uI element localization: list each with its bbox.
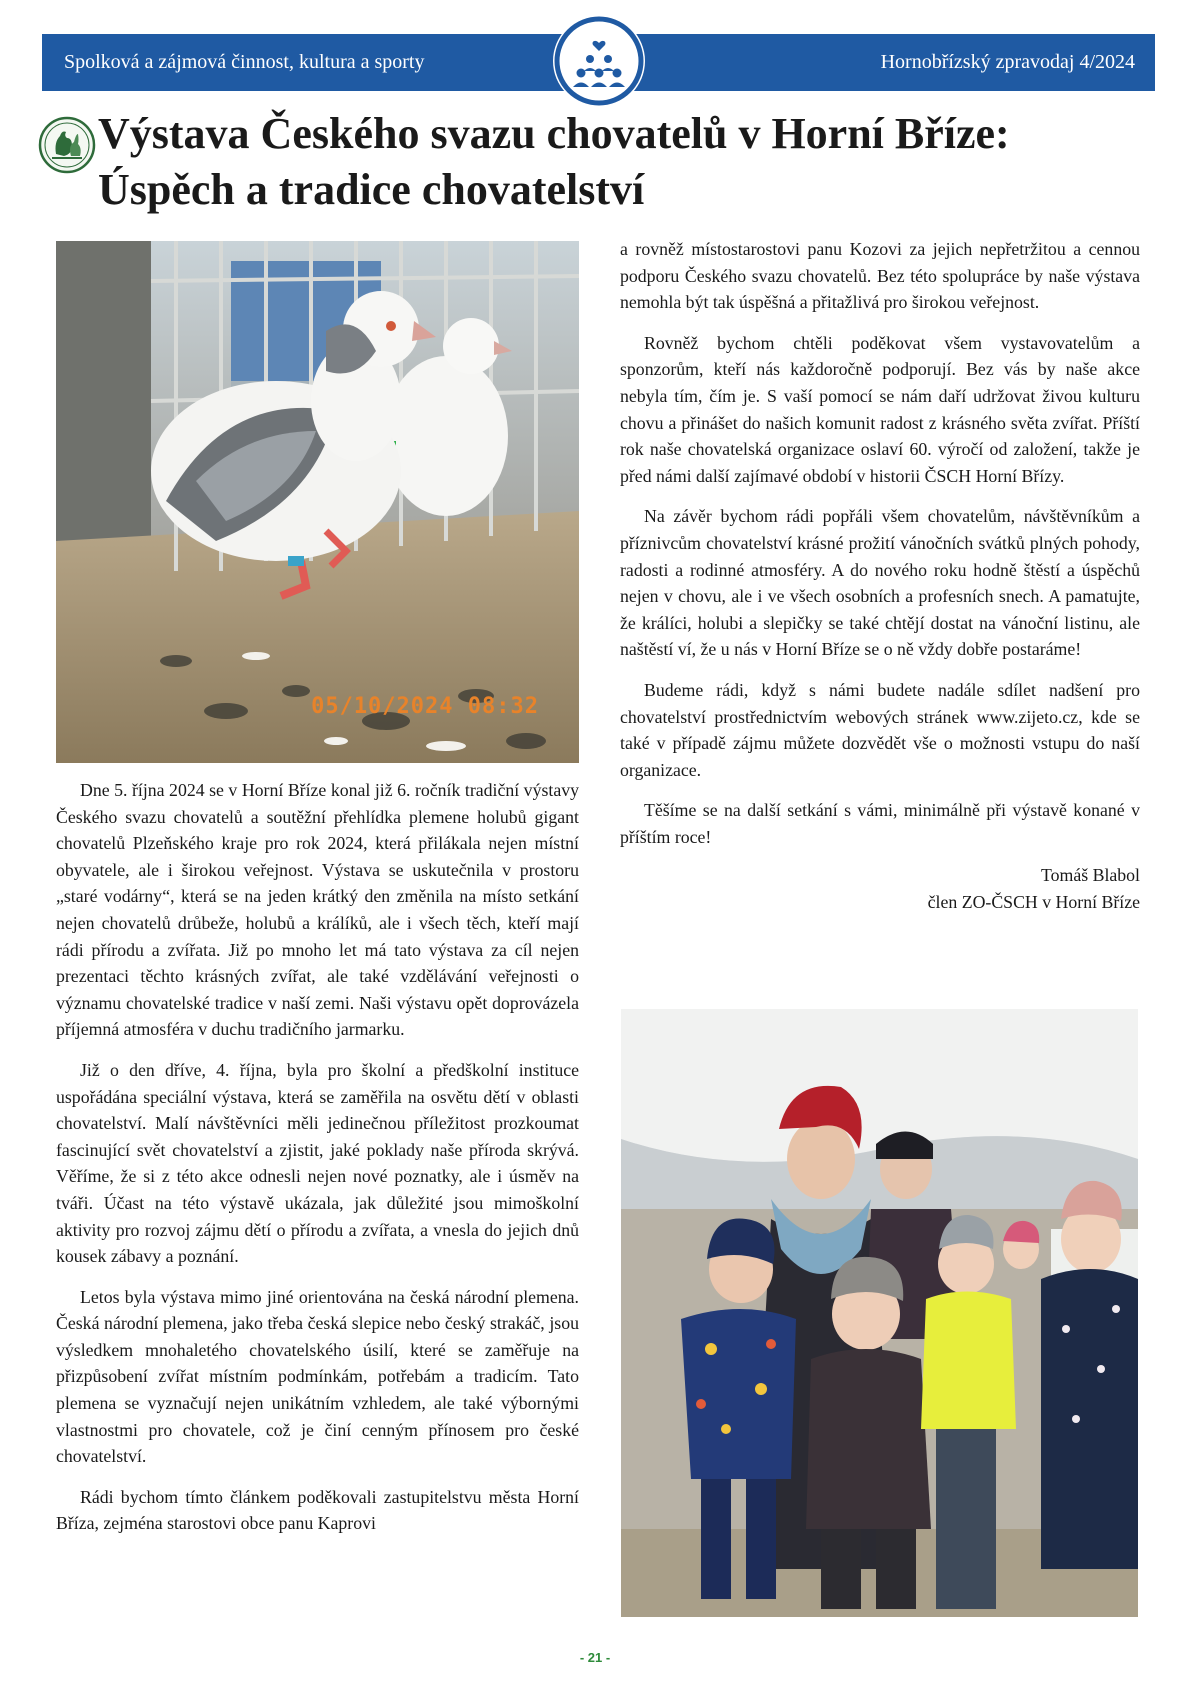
author-signature [620, 862, 1140, 916]
article-title-line1: Výstava Českého svazu chovatelů v Horní Bříze: [98, 109, 1010, 158]
publication-issue: Hornobřízský zpravodaj 4/2024 [880, 51, 1135, 73]
author-role: člen ZO-ČSCH v Horní Bříze [927, 892, 1140, 913]
article-paragraph: Na závěr bychom rádi popřáli všem chovatelům, návštěvníkům a příznivcům chovatelství krásné prožití vánočních svátků plných pohody, radosti a rodinné atmosféry. A do nového roku hodně štěstí a úspěchů nejen v chovu, ale i ve všech osobních a profesních snech. A pamatujte, že králíci, holubi a slepičky se také chtějí dostat na vánoční listinu, ale naštěstí ví, že u nás v Horní Bříze se o ně vždy dobře postaráme! [620, 506, 1140, 660]
article-title-line2: Úspěch a tradice chovatelství [98, 165, 645, 214]
article-paragraph: Rovněž bychom chtěli poděkovat všem vystavovatelům a sponzorům, kteří nás každoročně podporují. Bez vás by naše akce nebyla tím, čím je. S vaší pomocí se nám daří udržovat živou kulturu chovu a přinášet do našich komunit radost z krásného světa zvířat. Příští rok naše chovatelská organizace oslaví 60. výročí od založení, takže je před námi další zajímavé období v historii ČSCH Horní Břízy. [620, 332, 1140, 486]
article-paragraph: a rovněž místostarostovi panu Kozovi za jejich nepřetržitou a cennou podporu Českého svazu chovatelů. Bez této spolupráce by naše výstava nemohla být tak úspěšná a přitažlivá pro širokou veřejnost. [620, 239, 1140, 313]
photo-timestamp: 05/10/2024 08:32 [311, 694, 539, 719]
article-paragraph: Dne 5. října 2024 se v Horní Bříze konal již 6. ročník tradiční výstavy Českého svazu chovatelů a soutěžní přehlídka plemene holubů gigant chovatelů Plzeňského kraje pro rok 2024, která přilákala nejen místní obyvatele, ale i širokou veřejnost. Výstava se uskutečnila v prostoru „staré vodárny“, která se na jeden krátký den změnila na místo setkání nejen chovatelů drůbeže, holubů a králíků, ale i všech těch, kteří mají rádi přírodu a zvířata. Již po mnoho let má tato výstava za cíl nejen prezentaci těchto krásných zvířat, ale také vzdělávání veřejnosti o významu chovatelské tradice v naší zemi. Naši výstavu opět doprovázela příjemná atmosféra v duchu tradičního jarmarku. [56, 780, 579, 1040]
visitors-children-photo [621, 1009, 1138, 1617]
article-paragraph: Letos byla výstava mimo jiné orientována na česká národní plemena. Česká národní plemena, jako třeba česká slepice nebo český strakáč, jsou výsledkem mnohaletého chovatelského úsilí, které se zaměřuje na přizpůsobení zvířat místním podmínkám, potřebám a tradicím. Tato plemena se vyznačují nejen unikátním vzhledem, ale také výbornými vlastnostmi pro chovatele, což je činí cenným přínosem pro české chovatelství. [56, 1286, 579, 1467]
page-number: - 21 - [579, 1650, 611, 1665]
section-name: Spolková a zájmová činnost, kultura a sporty [64, 51, 425, 73]
author-name: Tomáš Blabol [1040, 865, 1140, 886]
article-paragraph: Těšíme se na další setkání s vámi, minimálně při výstavě konané v příštím roce! [620, 800, 1140, 847]
article-paragraph: Rádi bychom tímto článkem poděkovali zastupitelstvu města Horní Bříza, zejména starostovi obce panu Kaprovi [56, 1486, 579, 1534]
article-paragraph: Již o den dříve, 4. října, byla pro školní a předškolní instituce uspořádána speciální výstava, která se zaměřila na osvětu dětí v oblasti chovatelství. Malí návštěvníci měli jedinečnou příležitost prozkoumat fascinující svět chovatelství a zjistit, jaké poklady naše příroda skrývá. Věříme, že si z této akce odnesli nejen nové poznatky, ale i úsměv na tváři. Účast na této výstavě ukázala, jak důležité jsou mimoškolní aktivity pro rozvoj zájmu dětí o přírodu a zvířata, a vnesla do jejich dnů kousek zábavy a poznání. [56, 1059, 579, 1267]
people-community-icon [553, 15, 645, 107]
article-title [98, 106, 1168, 218]
pigeons-photo [56, 241, 579, 763]
article-column-left [56, 777, 579, 1551]
article-column-right [620, 236, 1140, 916]
rooster-rabbit-logo [38, 116, 96, 174]
article-paragraph: Budeme rádi, když s námi budete nadále sdílet nadšení pro chovatelství prostřednictvím webových stránek www.zijeto.cz, kde se také v případě zájmu můžete dozvědět vše o možnosti vstupu do naší organizace. [620, 679, 1140, 780]
